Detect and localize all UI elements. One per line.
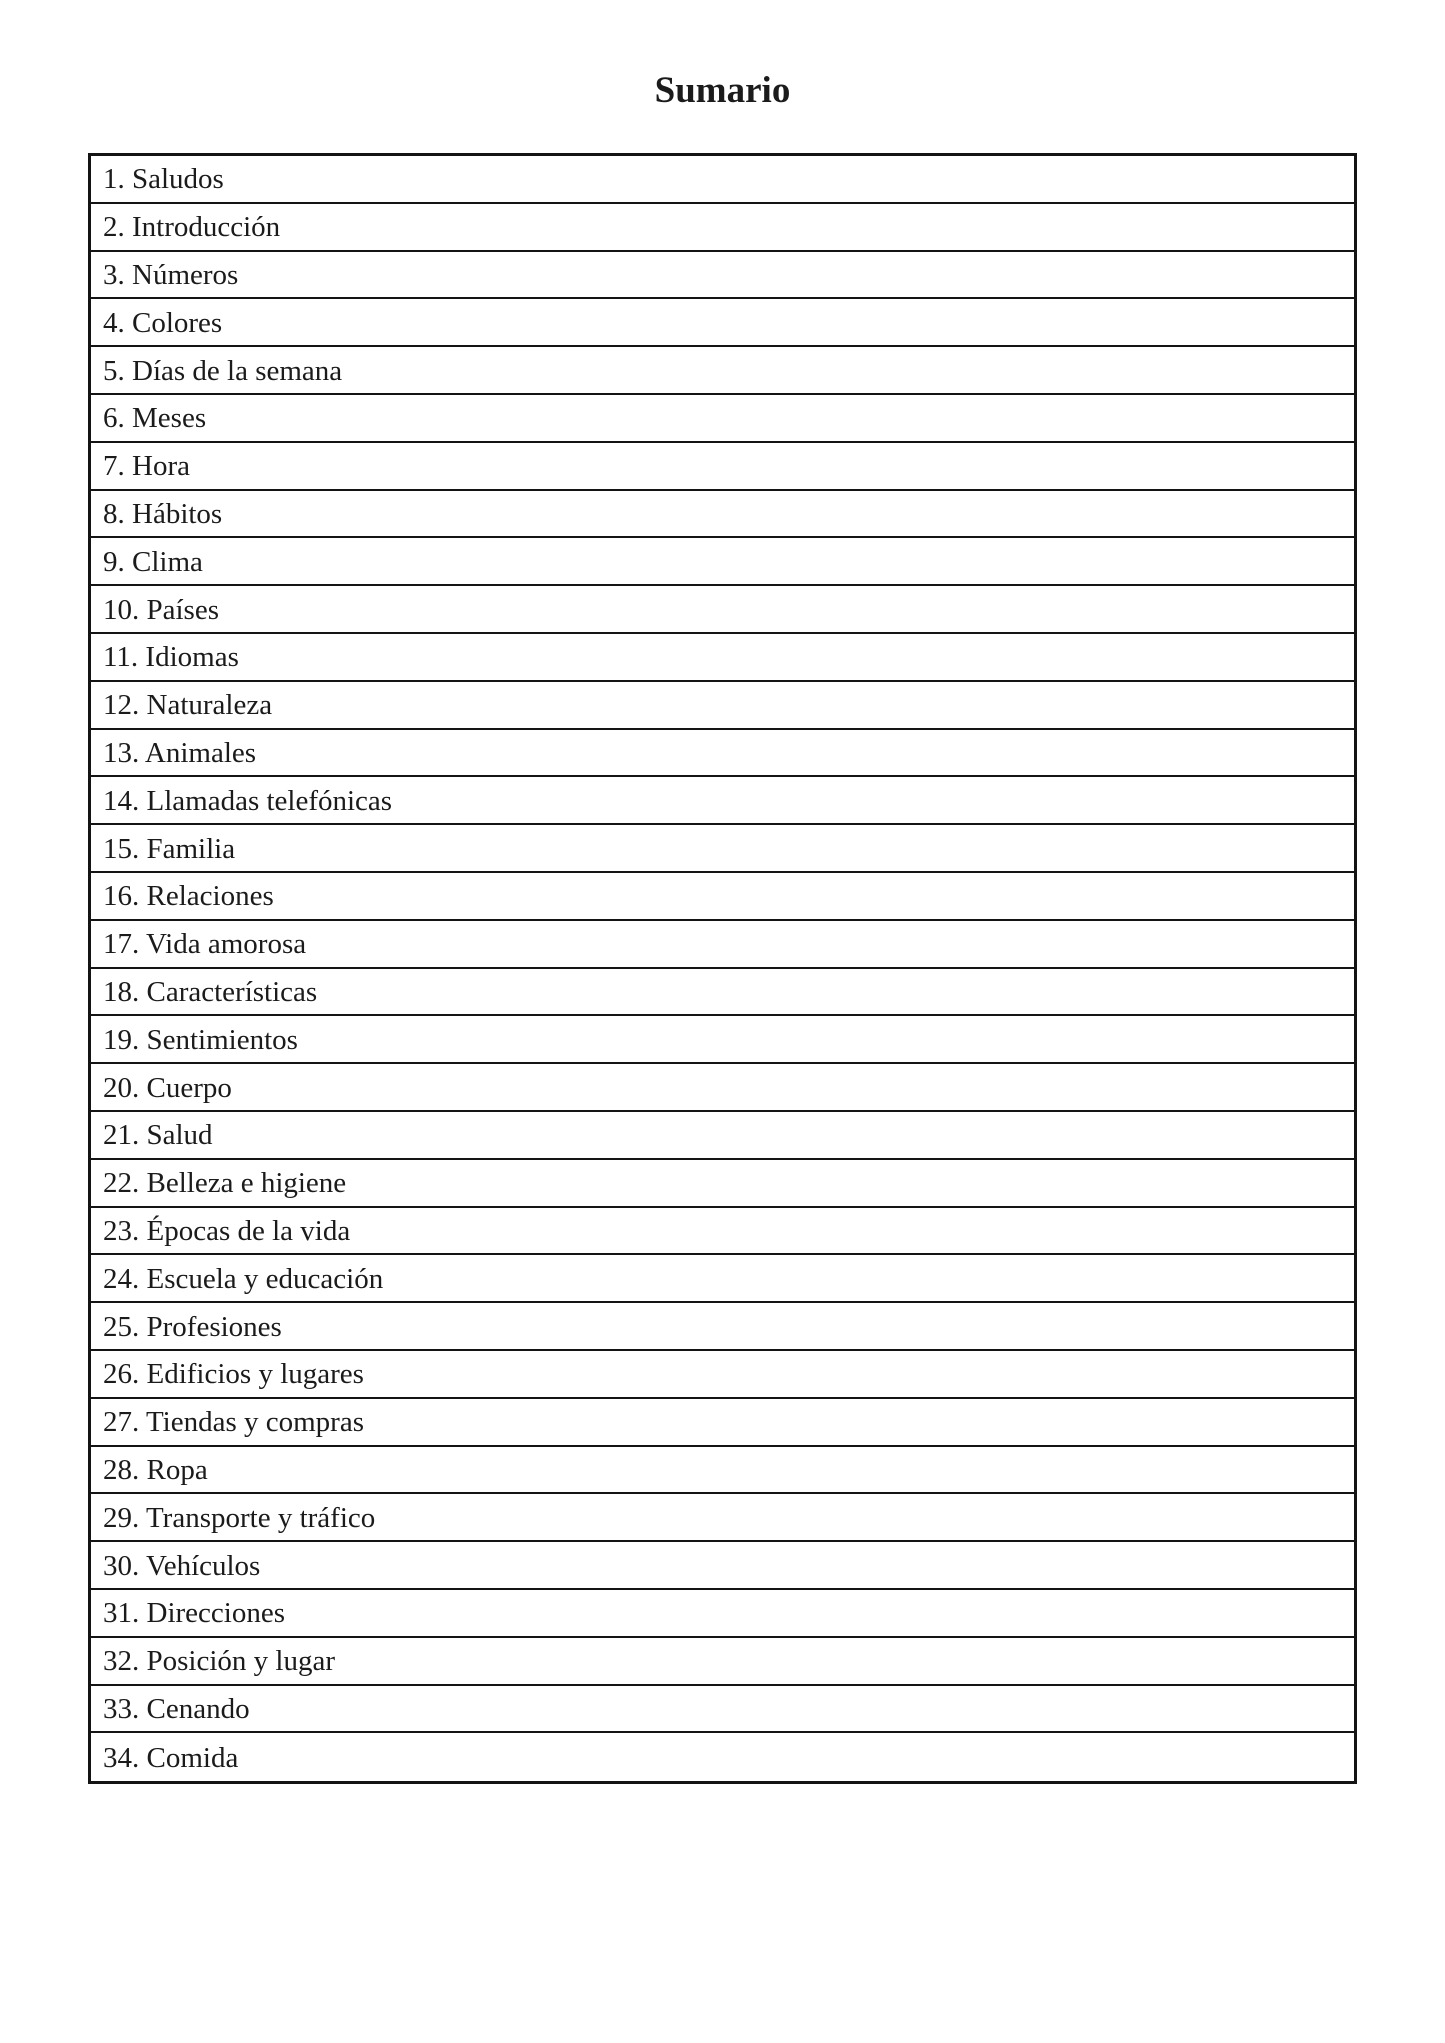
table-row	[91, 921, 1354, 969]
table-row	[91, 873, 1354, 921]
toc-entry-text: 33. Cenando	[103, 1692, 250, 1725]
table-row	[91, 252, 1354, 300]
toc-entry-text: 30. Vehículos	[103, 1549, 261, 1582]
toc-entry-text: 31. Direcciones	[103, 1597, 285, 1630]
toc-entry-text: 18. Características	[103, 975, 318, 1008]
table-row	[91, 1160, 1354, 1208]
table-row	[91, 1447, 1354, 1495]
toc-entry-text: 17. Vida amorosa	[103, 928, 307, 961]
toc-entry-text: 27. Tiendas y compras	[103, 1406, 364, 1439]
table-row	[91, 586, 1354, 634]
table-row	[91, 1016, 1354, 1064]
table-row	[91, 1399, 1354, 1447]
table-row	[91, 1686, 1354, 1734]
toc-entry-text: 20. Cuerpo	[103, 1071, 232, 1104]
toc-entry-text: 24. Escuela y educación	[103, 1262, 384, 1295]
toc-entry-text: 2. Introducción	[103, 211, 281, 244]
toc-entry-text: 23. Épocas de la vida	[103, 1214, 351, 1247]
toc-entry-text: 22. Belleza e higiene	[103, 1167, 347, 1200]
table-row	[91, 1064, 1354, 1112]
table-row	[91, 825, 1354, 873]
toc-entry-text: 16. Relaciones	[103, 880, 274, 913]
table-row	[91, 1303, 1354, 1351]
table-row	[91, 682, 1354, 730]
table-row	[91, 156, 1354, 204]
toc-entry-text: 13. Animales	[103, 736, 257, 769]
table-row	[91, 1638, 1354, 1686]
toc-entry-text: 34. Comida	[103, 1741, 239, 1774]
table-row	[91, 538, 1354, 586]
toc-entry-text: 21. Salud	[103, 1119, 213, 1152]
toc-entry-text: 1. Saludos	[103, 163, 224, 196]
page-title: Sumario	[654, 70, 791, 111]
toc-entry-text: 3. Números	[103, 258, 239, 291]
toc-entry-text: 4. Colores	[103, 306, 223, 339]
toc-entry-text: 19. Sentimientos	[103, 1023, 298, 1056]
table-row	[91, 730, 1354, 778]
table-row	[91, 347, 1354, 395]
table-row	[91, 1351, 1354, 1399]
toc-entry-text: 6. Meses	[103, 402, 207, 435]
toc-entry-text: 14. Llamadas telefónicas	[103, 784, 393, 817]
toc-entry-text: 5. Días de la semana	[103, 354, 343, 387]
table-row	[91, 969, 1354, 1017]
table-row	[91, 777, 1354, 825]
toc-entry-text: 9. Clima	[103, 545, 203, 578]
toc-entry-text: 7. Hora	[103, 450, 190, 483]
toc-entry-text: 12. Naturaleza	[103, 689, 273, 722]
toc-entry-text: 8. Hábitos	[103, 497, 223, 530]
toc-entry-text: 15. Familia	[103, 832, 236, 865]
table-row	[91, 1733, 1354, 1781]
toc-entry-text: 32. Posición y lugar	[103, 1645, 335, 1678]
table-row	[91, 1542, 1354, 1590]
toc-table	[88, 153, 1357, 1784]
toc-entry-text: 25. Profesiones	[103, 1310, 282, 1343]
table-row	[91, 1255, 1354, 1303]
toc-entry-text: 10. Países	[103, 593, 219, 626]
table-row	[91, 395, 1354, 443]
toc-entry-text: 11. Idiomas	[103, 641, 239, 674]
table-row	[91, 299, 1354, 347]
table-row	[91, 1208, 1354, 1256]
toc-entry-text: 26. Edificios y lugares	[103, 1358, 364, 1391]
table-row	[91, 1494, 1354, 1542]
table-row	[91, 1590, 1354, 1638]
table-row	[91, 204, 1354, 252]
table-row	[91, 443, 1354, 491]
table-row	[91, 491, 1354, 539]
toc-entry-text: 29. Transporte y tráfico	[103, 1501, 376, 1534]
toc-entry-text: 28. Ropa	[103, 1453, 208, 1486]
table-row	[91, 1112, 1354, 1160]
table-row	[91, 634, 1354, 682]
